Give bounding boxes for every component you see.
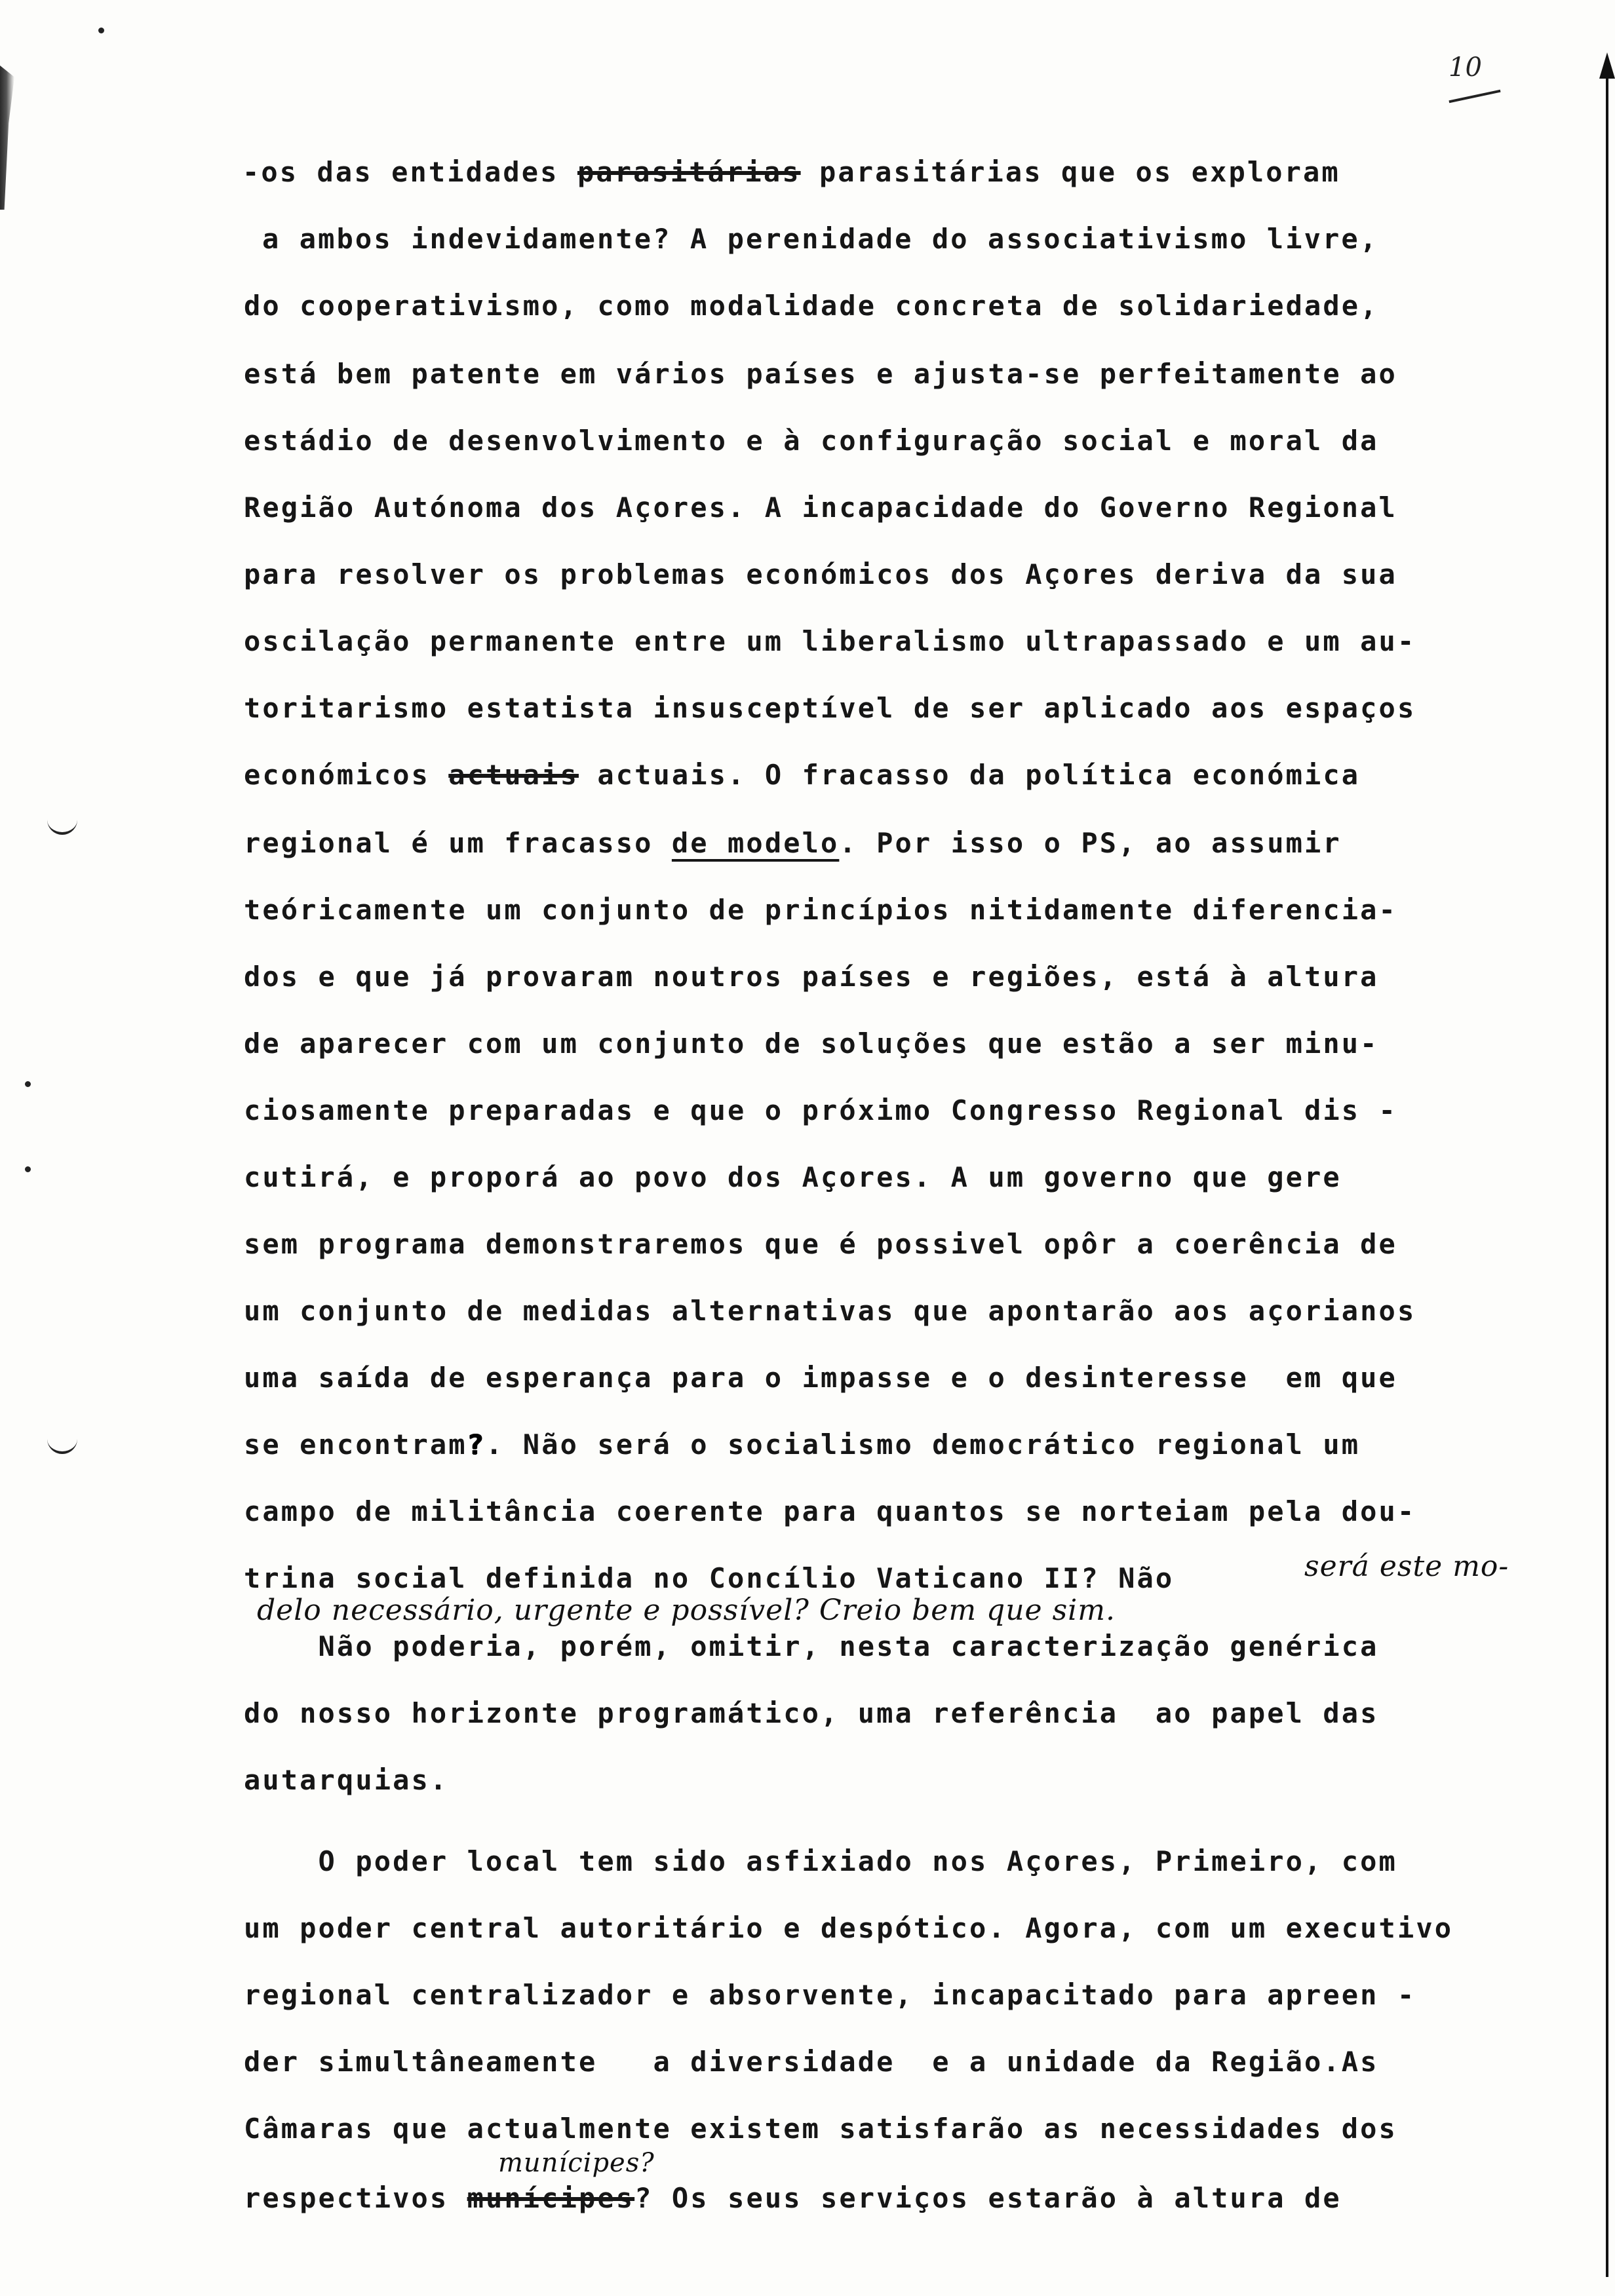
- text-line: regional centralizador e absorvente, incapacitado para apreen -: [244, 1979, 1416, 2011]
- handwritten-correction: munícipes?: [498, 2148, 655, 2178]
- text-line: estádio de desenvolvimento e à configuração social e moral da: [244, 425, 1379, 457]
- text-line: está bem patente em vários países e ajusta-se perfeitamente ao: [244, 358, 1397, 390]
- text-line: trina social definida no Concílio Vaticano II? Não: [244, 1562, 1175, 1594]
- underlined-phrase: de modelo: [671, 827, 840, 859]
- text-line: autarquias.: [244, 1764, 449, 1796]
- ink-blot: ?: [467, 1428, 486, 1461]
- text-line: sem programa demonstraremos que é possivel opôr a coerência de: [244, 1228, 1397, 1260]
- text-line: a ambos indevidamente? A perenidade do associativismo livre,: [262, 223, 1379, 255]
- struck-word: parasitárias: [577, 156, 801, 188]
- text-line: ciosamente preparadas e que o próximo Congresso Regional dis -: [244, 1094, 1397, 1126]
- margin-arrow-mark: [1599, 52, 1615, 79]
- margin-bracket-mark: [47, 819, 77, 835]
- text-line: um conjunto de medidas alternativas que apontarão aos açorianos: [244, 1295, 1416, 1327]
- text-line: se encontram?. Não será o socialismo democrático regional um: [244, 1428, 1361, 1461]
- ink-dot: [25, 1081, 31, 1087]
- struck-word: munícipes: [467, 2182, 635, 2214]
- struck-word: actuais: [448, 759, 579, 791]
- text-line: O poder local tem sido asfixiado nos Açores, Primeiro, com: [244, 1845, 1397, 1877]
- margin-vertical-line: [1606, 75, 1608, 2277]
- text-line: Não poderia, porém, omitir, nesta caracterização genérica: [244, 1630, 1379, 1662]
- handwritten-annotation: delo necessário, urgente e possível? Creio bem que sim.: [257, 1594, 1116, 1627]
- text-line: para resolver os problemas económicos dos Açores deriva da sua: [244, 558, 1397, 590]
- text-line: campo de militância coerente para quantos se norteiam pela dou-: [244, 1495, 1416, 1527]
- handwritten-annotation: será este mo-: [1304, 1550, 1509, 1583]
- text-line: der simultâneamente a diversidade e a unidade da Região.As: [244, 2046, 1379, 2078]
- text-line: económicos actuais actuais. O fracasso da política económica: [244, 759, 1361, 791]
- text-line: regional é um fracasso de modelo. Por isso o PS, ao assumir: [244, 827, 1342, 859]
- text-line: -os das entidades parasitárias parasitárias que os exploram: [243, 156, 1340, 188]
- margin-bracket-mark: [47, 1438, 77, 1454]
- text-line: um poder central autoritário e despótico. Agora, com um executivo: [244, 1912, 1454, 1944]
- text-line: de aparecer com um conjunto de soluções que estão a ser minu-: [244, 1027, 1379, 1060]
- text-line: respectivos munícipes? Os seus serviços estarão à altura de: [244, 2182, 1342, 2214]
- text-line: uma saída de esperança para o impasse e o desinteresse em que: [244, 1362, 1397, 1394]
- text-line: Câmaras que actualmente existem satisfarão as necessidades dos: [244, 2113, 1397, 2145]
- text-line: toritarismo estatista insusceptível de ser aplicado aos espaços: [244, 692, 1416, 724]
- ink-dot: [25, 1166, 31, 1172]
- text-line: dos e que já provaram noutros países e regiões, está à altura: [244, 961, 1379, 993]
- text-line: teóricamente um conjunto de princípios nitidamente diferencia-: [244, 894, 1397, 926]
- text-line: Região Autónoma dos Açores. A incapacidade do Governo Regional: [244, 491, 1397, 524]
- scan-edge-shadow: [0, 66, 14, 210]
- text-line: do nosso horizonte programático, uma referência ao papel das: [244, 1697, 1379, 1729]
- page-number: 10: [1449, 52, 1482, 83]
- text-line: do cooperativismo, como modalidade concreta de solidariedade,: [244, 290, 1379, 322]
- text-line: oscilação permanente entre um liberalismo ultrapassado e um au-: [244, 625, 1416, 657]
- text-line: cutirá, e proporá ao povo dos Açores. A um governo que gere: [244, 1161, 1342, 1193]
- page-number-underline: [1449, 90, 1500, 104]
- ink-dot: [98, 28, 104, 33]
